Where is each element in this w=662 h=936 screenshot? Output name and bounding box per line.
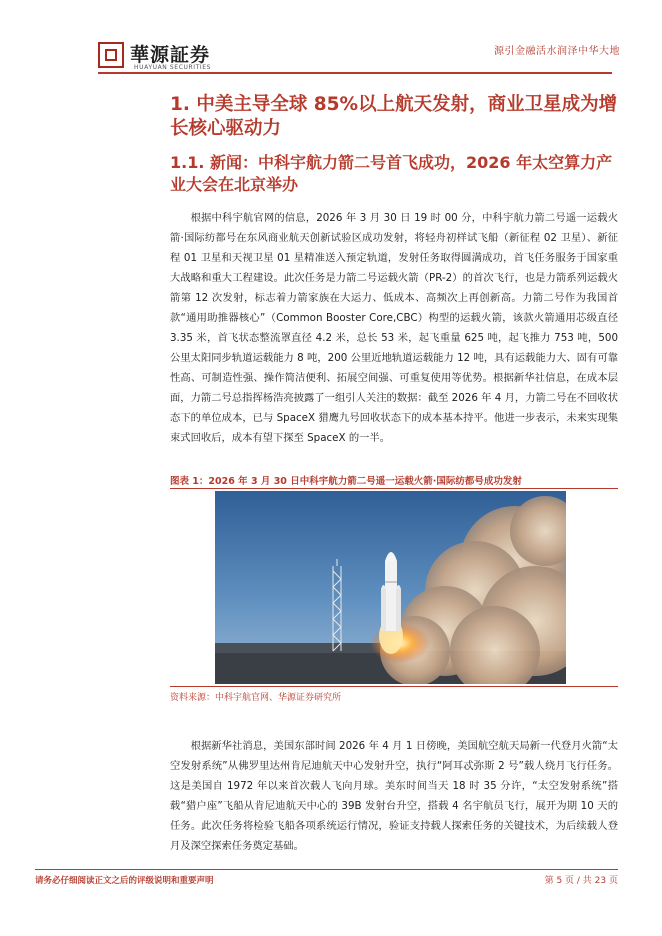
figure-title: 图表 1：2026 年 3 月 30 日中科宇航力箭二号遥一运载火箭·国际纺都号成功发射 [170, 476, 522, 487]
company-logo [98, 40, 224, 74]
body-paragraph-2: 根据新华社消息，美国东部时间 2026 年 4 月 1 日傍晚，美国航空航天局新一代登月火箭“太空发射系统”从佛罗里达州肯尼迪航天中心发射升空，执行“阿耳忒弥斯 2 号”载人绕月飞行任务。这是美国自 1972 年以来首次载人飞向月球。美东时间当天 18 时 35 分许，“太空发射系统”搭载“猎户座”飞船从肯尼迪航天中心的 39B 发射台升空，搭载 4 名宇航员飞行，展开为期 10 天的任务。此次任务将检验飞船各项系统运行情况，验证支持载人探索任务的关键技术，为后续载人登月及深空探索任务奠定基础。 [170, 740, 618, 852]
logo-subtext: HUAYUAN SECURITIES [134, 64, 212, 71]
body-paragraph-1: 根据中科宇航官网的信息，2026 年 3 月 30 日 19 时 00 分，中科宇航力箭二号遥一运载火箭·国际纺都号在东风商业航天创新试验区成功发射，将轻舟初样试飞船（新征程 02 卫星）、新征程 01 卫星和天视卫星 01 星精准送入预定轨道，发射任务取得圆满成功，首飞任务服务于国家重大战略和重大工程建设。此次任务是力箭二号运载火箭（PR-2）的首次飞行，也是力箭系列运载火箭第 12 次发射，标志着力箭家族在大运力、低成本、高频次上再创新高。力箭二号作为我国首款“通用助推器核心”（Common Booster Core,CBC）构型的运载火箭，该款火箭通用芯级直径 3.35 米，首飞状态整流罩直径 4.2 米，总长 53 米，起飞重量 625 吨，起飞推力 753 吨，500 公里太阳同步轨道运载能力 8 吨，200 公里近地轨道运载能力 12 吨，具有运载能力大、固有可靠性高、可制造性强、操作简洁便利、拓展空间强、可重复使用等优势。根据新华社信息，在成本层面，力箭二号总指挥杨浩亮披露了一组引人关注的数据：截至 2026 年 4 月，力箭二号在不回收状态下的单位成本，已与 SpaceX 猎鹰九号回收状态下的成本基本持平。他进一步表示，未来实现集束式回收后，成本有望下探至 SpaceX 的一半。 [170, 212, 618, 444]
rocket-launch-photo [215, 491, 566, 684]
header-divider [98, 72, 612, 74]
header-slogan: 源引金融活水润泽中华大地 [494, 46, 620, 57]
figure-source: 资料来源：中科宇航官网、华源证券研究所 [170, 693, 342, 703]
figure-divider-bottom [170, 686, 618, 687]
footer-divider [35, 869, 618, 870]
logo-text: 華源証券 [130, 44, 211, 66]
section-heading: 1. 中美主导全球 85%以上航天发射，商业卫星成为增长核心驱动力 [170, 94, 618, 139]
page-number: 第 5 页 / 共 23 页 [544, 876, 618, 886]
subsection-heading: 1.1. 新闻：中科宇航力箭二号首飞成功，2026 年太空算力产业大会在北京举办 [170, 153, 613, 194]
footer-disclaimer: 请务必仔细阅读正文之后的评级说明和重要声明 [35, 876, 214, 886]
figure-divider-top [170, 488, 618, 489]
logo-mark-icon [98, 42, 124, 68]
